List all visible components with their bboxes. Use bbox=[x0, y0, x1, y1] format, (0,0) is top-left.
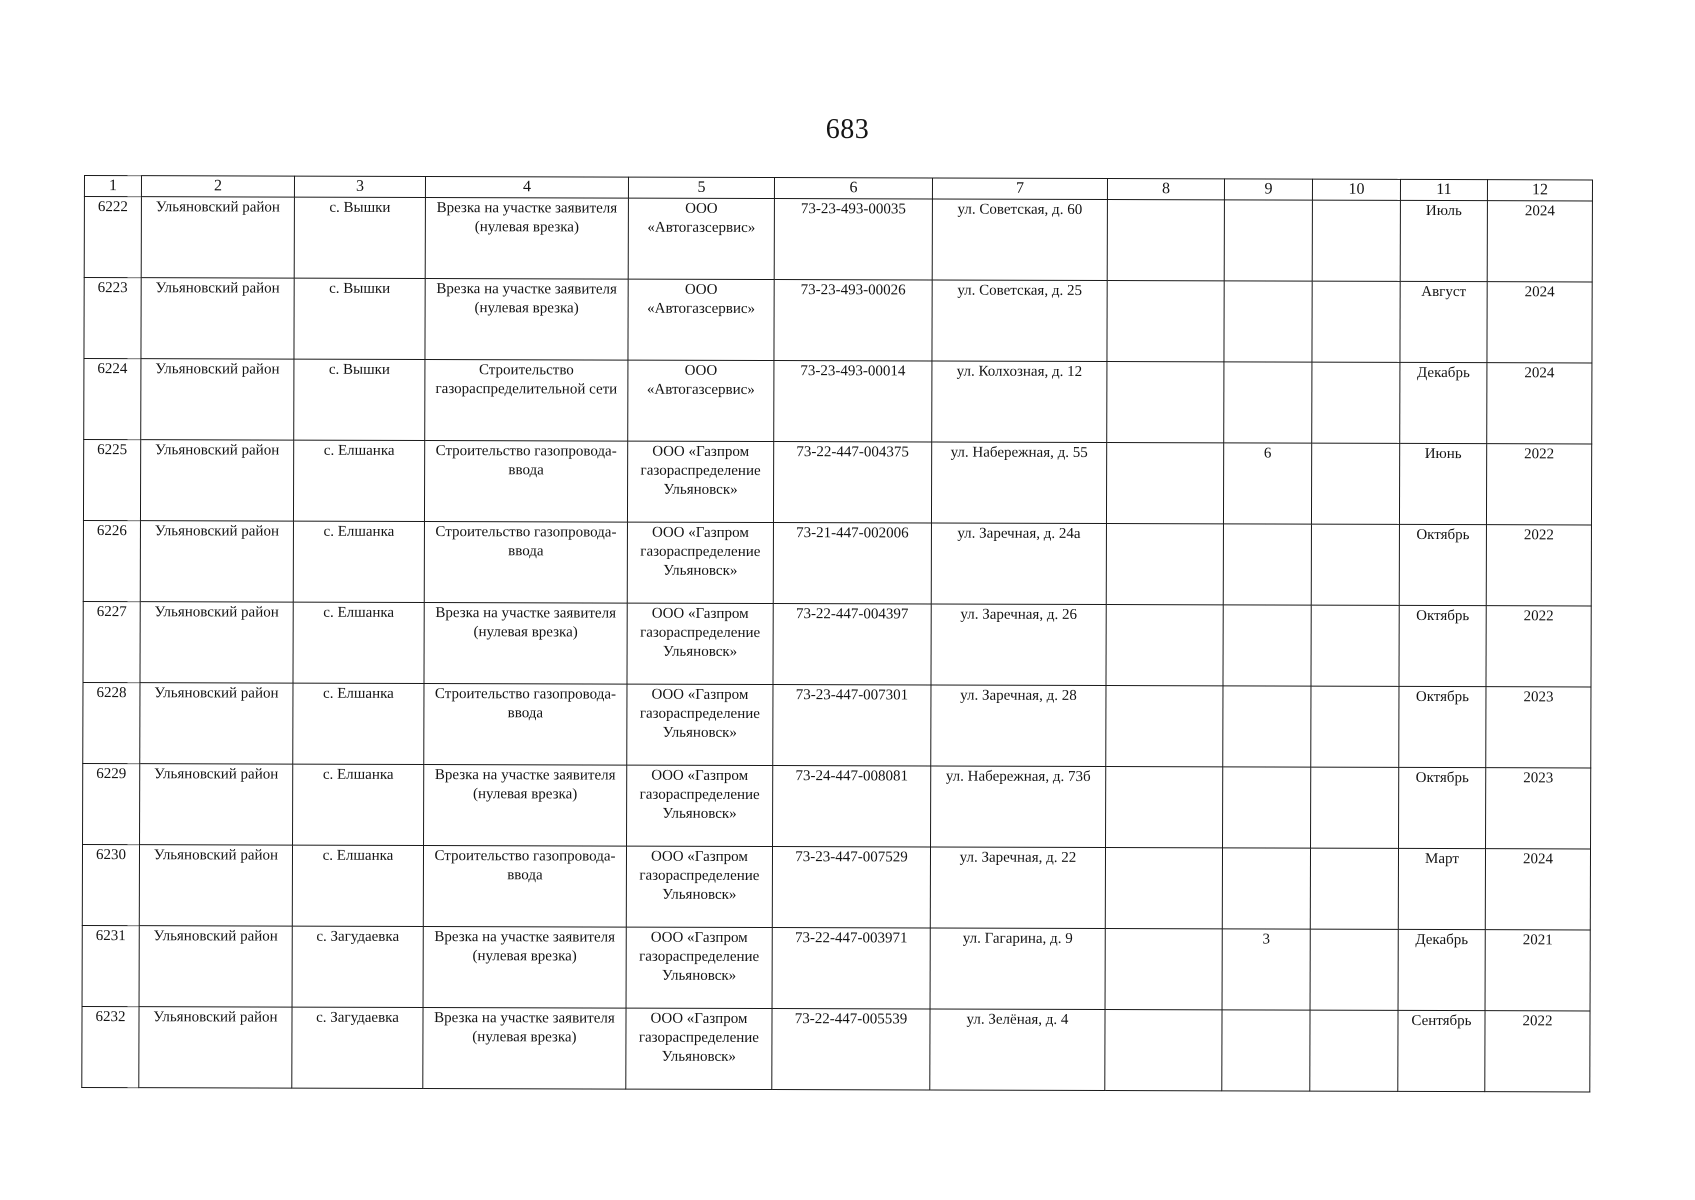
cell-settlement: с. Елшанка bbox=[293, 683, 424, 764]
column-header: 12 bbox=[1487, 180, 1592, 201]
cell-month: Июнь bbox=[1399, 443, 1486, 524]
cell-year: 2024 bbox=[1485, 849, 1590, 930]
cell-organization: ООО «Газпром газораспределение Ульяновск» bbox=[627, 441, 773, 522]
cell-organization: ООО «Газпром газораспределение Ульяновск» bbox=[626, 846, 772, 927]
cell-organization: ООО «Газпром газораспределение Ульяновск» bbox=[626, 1008, 772, 1089]
cell-col-10 bbox=[1311, 767, 1399, 848]
cell-month: Сентябрь bbox=[1398, 1010, 1485, 1091]
cell-month: Октябрь bbox=[1399, 686, 1486, 767]
cell-district: Ульяновский район bbox=[140, 440, 293, 521]
cell-col-9 bbox=[1223, 605, 1311, 686]
cell-settlement: с. Елшанка bbox=[293, 440, 424, 521]
cell-year: 2022 bbox=[1486, 525, 1591, 606]
cell-organization: ООО «Газпром газораспределение Ульяновск» bbox=[627, 765, 773, 846]
column-header: 11 bbox=[1400, 179, 1487, 200]
column-header: 5 bbox=[628, 177, 774, 198]
cell-address: ул. Набережная, д. 73б bbox=[931, 766, 1106, 848]
cell-col-9 bbox=[1222, 848, 1310, 929]
cell-address: ул. Заречная, д. 22 bbox=[930, 847, 1105, 929]
cell-district: Ульяновский район bbox=[139, 926, 292, 1007]
cell-month: Декабрь bbox=[1400, 362, 1487, 443]
cell-settlement: с. Елшанка bbox=[293, 521, 424, 602]
table-body bbox=[82, 197, 1593, 1092]
cell-organization: ООО «Газпром газораспределение Ульяновск» bbox=[627, 684, 773, 765]
cell-district: Ульяновский район bbox=[141, 278, 294, 359]
column-header: 2 bbox=[141, 176, 294, 197]
cell-district: Ульяновский район bbox=[141, 197, 294, 278]
column-header: 6 bbox=[774, 178, 932, 199]
cell-col-10 bbox=[1311, 605, 1399, 686]
cell-settlement: с. Вышки bbox=[294, 197, 425, 278]
cell-col-10 bbox=[1311, 443, 1399, 524]
cell-organization: ООО «Газпром газораспределение Ульяновск» bbox=[627, 603, 773, 684]
cell-work-type: Врезка на участке заявителя (нулевая врезка) bbox=[425, 279, 628, 361]
cell-col-8 bbox=[1105, 929, 1222, 1010]
cell-col-10 bbox=[1311, 524, 1399, 605]
cell-code: 73-21-447-002006 bbox=[773, 523, 931, 604]
cell-code: 73-22-447-004397 bbox=[773, 604, 931, 685]
column-header: 10 bbox=[1312, 179, 1400, 200]
cell-code: 73-23-447-007301 bbox=[773, 685, 931, 766]
cell-address: ул. Советская, д. 25 bbox=[932, 280, 1107, 362]
register-table bbox=[81, 175, 1593, 1092]
cell-col-8 bbox=[1106, 686, 1223, 767]
cell-year: 2021 bbox=[1485, 930, 1590, 1011]
cell-district: Ульяновский район bbox=[140, 602, 293, 683]
cell-settlement: с. Елшанка bbox=[293, 602, 424, 683]
table-row bbox=[83, 520, 1591, 605]
cell-district: Ульяновский район bbox=[139, 1007, 292, 1088]
column-header: 8 bbox=[1107, 179, 1224, 200]
cell-district: Ульяновский район bbox=[140, 764, 293, 845]
document-sheet bbox=[81, 175, 1592, 1092]
cell-year: 2022 bbox=[1486, 444, 1591, 525]
cell-year: 2022 bbox=[1485, 1011, 1590, 1092]
cell-col-10 bbox=[1312, 281, 1400, 362]
cell-work-type: Врезка на участке заявителя (нулевая врезка) bbox=[423, 927, 626, 1009]
cell-col-10 bbox=[1310, 1010, 1398, 1091]
cell-settlement: с. Елшанка bbox=[293, 764, 424, 845]
cell-code: 73-22-447-003971 bbox=[772, 928, 930, 1009]
cell-address: ул. Советская, д. 60 bbox=[932, 199, 1107, 281]
cell-number: 6222 bbox=[84, 197, 141, 278]
cell-settlement: с. Елшанка bbox=[292, 845, 423, 926]
cell-code: 73-23-447-007529 bbox=[772, 847, 930, 928]
cell-district: Ульяновский район bbox=[139, 845, 292, 926]
cell-work-type: Врезка на участке заявителя (нулевая врезка) bbox=[423, 1008, 626, 1090]
cell-code: 73-23-493-00026 bbox=[774, 280, 932, 361]
cell-work-type: Врезка на участке заявителя (нулевая врезка) bbox=[424, 603, 627, 685]
cell-col-9: 6 bbox=[1223, 443, 1311, 524]
cell-col-10 bbox=[1311, 686, 1399, 767]
cell-district: Ульяновский район bbox=[140, 683, 293, 764]
cell-col-8 bbox=[1106, 605, 1223, 686]
cell-number: 6227 bbox=[83, 601, 140, 682]
cell-col-10 bbox=[1312, 200, 1400, 281]
table-row bbox=[83, 682, 1591, 767]
cell-code: 73-23-493-00035 bbox=[774, 199, 932, 280]
cell-number: 6225 bbox=[83, 440, 140, 521]
cell-number: 6224 bbox=[84, 359, 141, 440]
cell-col-8 bbox=[1107, 362, 1224, 443]
cell-col-9: 3 bbox=[1222, 929, 1310, 1010]
column-header: 7 bbox=[932, 178, 1107, 200]
cell-address: ул. Зелёная, д. 4 bbox=[930, 1009, 1105, 1091]
cell-settlement: с. Загудаевка bbox=[292, 926, 423, 1007]
cell-col-9 bbox=[1223, 524, 1311, 605]
cell-col-8 bbox=[1106, 524, 1223, 605]
cell-district: Ульяновский район bbox=[140, 521, 293, 602]
cell-district: Ульяновский район bbox=[141, 359, 294, 440]
table-row bbox=[82, 844, 1590, 929]
cell-col-9 bbox=[1223, 686, 1311, 767]
cell-organization: ООО «Автогазсервис» bbox=[628, 198, 774, 279]
cell-month: Март bbox=[1398, 848, 1485, 929]
column-header: 4 bbox=[425, 177, 628, 199]
cell-settlement: с. Загудаевка bbox=[292, 1007, 423, 1088]
cell-address: ул. Заречная, д. 28 bbox=[931, 685, 1106, 767]
cell-col-8 bbox=[1107, 200, 1224, 281]
cell-month: Октябрь bbox=[1399, 524, 1486, 605]
cell-col-9 bbox=[1224, 362, 1312, 443]
cell-work-type: Строительство газопровода-ввода bbox=[424, 684, 627, 766]
cell-col-8 bbox=[1105, 848, 1222, 929]
cell-settlement: с. Вышки bbox=[294, 359, 425, 440]
cell-address: ул. Гагарина, д. 9 bbox=[930, 928, 1105, 1010]
table-row bbox=[84, 359, 1592, 444]
cell-code: 73-22-447-004375 bbox=[773, 442, 931, 523]
cell-work-type: Строительство газораспределительной сети bbox=[425, 360, 628, 442]
table-row bbox=[83, 440, 1591, 525]
cell-organization: ООО «Газпром газораспределение Ульяновск» bbox=[626, 927, 772, 1008]
page-number: 683 bbox=[825, 114, 870, 145]
cell-number: 6231 bbox=[82, 925, 139, 1006]
cell-col-10 bbox=[1310, 929, 1398, 1010]
cell-year: 2024 bbox=[1487, 282, 1592, 363]
cell-month: Июль bbox=[1400, 200, 1487, 281]
column-header: 3 bbox=[294, 176, 425, 197]
table-row bbox=[84, 197, 1592, 282]
cell-year: 2023 bbox=[1486, 687, 1591, 768]
cell-col-9 bbox=[1223, 767, 1311, 848]
cell-col-9 bbox=[1224, 281, 1312, 362]
cell-year: 2023 bbox=[1486, 768, 1591, 849]
cell-col-8 bbox=[1106, 443, 1223, 524]
cell-number: 6229 bbox=[83, 763, 140, 844]
cell-year: 2024 bbox=[1487, 201, 1592, 282]
cell-number: 6223 bbox=[84, 278, 141, 359]
cell-address: ул. Заречная, д. 26 bbox=[931, 604, 1106, 686]
cell-number: 6226 bbox=[83, 520, 140, 601]
cell-year: 2024 bbox=[1487, 363, 1592, 444]
table-row bbox=[82, 925, 1590, 1010]
cell-year: 2022 bbox=[1486, 606, 1591, 687]
cell-month: Октябрь bbox=[1399, 767, 1486, 848]
cell-number: 6230 bbox=[82, 844, 139, 925]
column-header: 9 bbox=[1224, 179, 1312, 200]
cell-address: ул. Колхозная, д. 12 bbox=[932, 361, 1107, 443]
cell-code: 73-22-447-005539 bbox=[772, 1009, 930, 1090]
cell-address: ул. Набережная, д. 55 bbox=[931, 442, 1106, 524]
cell-col-8 bbox=[1107, 281, 1224, 362]
cell-col-8 bbox=[1105, 1010, 1222, 1091]
table-row bbox=[83, 763, 1591, 848]
cell-work-type: Врезка на участке заявителя (нулевая врезка) bbox=[425, 198, 628, 280]
cell-code: 73-23-493-00014 bbox=[774, 361, 932, 442]
cell-code: 73-24-447-008081 bbox=[773, 766, 931, 847]
cell-work-type: Строительство газопровода-ввода bbox=[423, 846, 626, 928]
cell-col-9 bbox=[1224, 200, 1312, 281]
table-row bbox=[84, 278, 1592, 363]
table-row bbox=[82, 1006, 1590, 1091]
cell-col-10 bbox=[1310, 848, 1398, 929]
cell-month: Декабрь bbox=[1398, 929, 1485, 1010]
cell-col-10 bbox=[1312, 362, 1400, 443]
cell-month: Август bbox=[1400, 281, 1487, 362]
cell-number: 6232 bbox=[82, 1006, 139, 1087]
table-row bbox=[83, 601, 1591, 686]
cell-settlement: с. Вышки bbox=[294, 278, 425, 359]
cell-address: ул. Заречная, д. 24а bbox=[931, 523, 1106, 605]
cell-number: 6228 bbox=[83, 682, 140, 763]
cell-work-type: Врезка на участке заявителя (нулевая врезка) bbox=[424, 765, 627, 847]
cell-organization: ООО «Автогазсервис» bbox=[628, 360, 774, 441]
cell-col-9 bbox=[1222, 1010, 1310, 1091]
column-header: 1 bbox=[84, 176, 141, 197]
cell-organization: ООО «Газпром газораспределение Ульяновск» bbox=[627, 522, 773, 603]
cell-col-8 bbox=[1106, 767, 1223, 848]
cell-work-type: Строительство газопровода-ввода bbox=[424, 522, 627, 604]
cell-month: Октябрь bbox=[1399, 605, 1486, 686]
cell-work-type: Строительство газопровода-ввода bbox=[424, 441, 627, 523]
cell-organization: ООО «Автогазсервис» bbox=[628, 279, 774, 360]
